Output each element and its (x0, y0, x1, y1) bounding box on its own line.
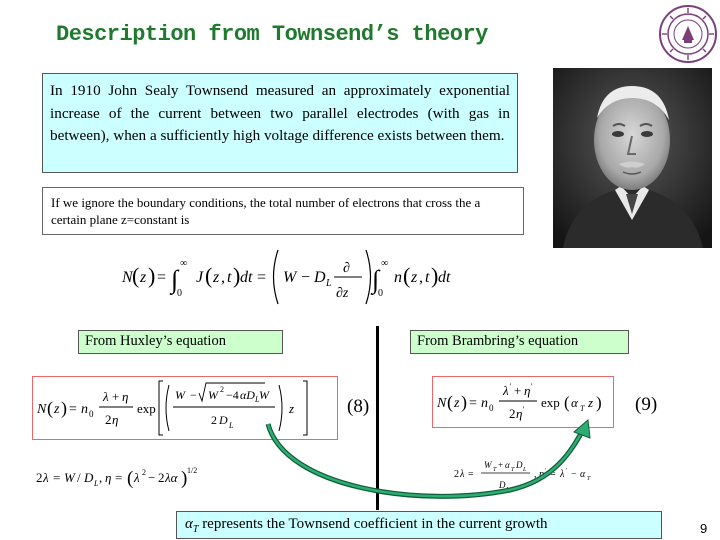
svg-text:t: t (425, 269, 430, 286)
svg-text:T: T (493, 467, 497, 473)
svg-text:W: W (283, 269, 297, 286)
bottom-note-text: represents the Townsend coefficient in the current growth (198, 516, 548, 532)
svg-text:z: z (289, 401, 295, 416)
svg-text:z: z (411, 269, 418, 286)
svg-text:': ' (523, 405, 525, 414)
svg-text:': ' (545, 468, 547, 474)
svg-text:N: N (122, 269, 133, 286)
svg-text:=: = (69, 402, 77, 417)
svg-text:=: = (115, 470, 123, 485)
huxley-label: From Huxley’s equation (78, 330, 283, 354)
svg-text:=: = (157, 269, 167, 286)
svg-text:L: L (229, 421, 234, 430)
equation-8-number: (8) (347, 396, 370, 417)
svg-text:2: 2 (105, 412, 112, 427)
svg-text:−4: −4 (226, 388, 239, 402)
svg-text:J: J (196, 269, 204, 286)
svg-text:exp: exp (137, 401, 156, 416)
svg-text:λ: λ (134, 470, 140, 485)
page-number: 9 (700, 521, 708, 536)
svg-text:z: z (213, 269, 220, 286)
svg-text:W: W (64, 470, 75, 485)
svg-text:2: 2 (454, 469, 459, 480)
svg-text:): ) (461, 392, 467, 412)
svg-text:η: η (105, 470, 112, 485)
svg-text:dt: dt (240, 269, 253, 286)
svg-text:': ' (510, 382, 512, 391)
portrait-photo (553, 68, 712, 248)
svg-text:(: ( (132, 263, 140, 288)
svg-text:η: η (122, 389, 129, 404)
column-divider (376, 326, 379, 510)
svg-text:=: = (257, 269, 267, 286)
svg-text:): ) (431, 263, 439, 288)
svg-text:2: 2 (220, 385, 224, 394)
svg-text:∫: ∫ (171, 265, 179, 294)
svg-text:0: 0 (489, 403, 494, 413)
svg-text:(: ( (564, 393, 570, 412)
svg-text:αD: αD (240, 388, 255, 402)
svg-text:z: z (140, 269, 147, 286)
equation-9-number: (9) (635, 394, 658, 415)
svg-text:2: 2 (142, 468, 146, 477)
svg-text:W: W (175, 388, 185, 402)
equation-8-box (32, 376, 338, 440)
alpha-symbol: α (185, 516, 193, 532)
svg-text:z: z (54, 402, 60, 417)
svg-text:W: W (484, 460, 492, 470)
svg-text:L: L (506, 487, 510, 493)
svg-text:N: N (437, 396, 447, 411)
svg-text:=: = (469, 396, 477, 411)
svg-text:2: 2 (211, 413, 217, 427)
svg-text:α: α (580, 469, 586, 480)
intro-textbox: In 1910 John Sealy Townsend measured an approximately exponential increase of the current between two parallel electrodes (with gas in between), when a sufficiently high voltage difference exists between them. (42, 73, 518, 173)
university-seal-icon (658, 4, 718, 64)
svg-text:D: D (314, 269, 326, 286)
svg-text:,: , (221, 269, 225, 286)
svg-text:N: N (37, 402, 47, 417)
svg-text:D: D (219, 413, 228, 427)
svg-text:W: W (208, 388, 218, 402)
svg-text:∂z: ∂z (336, 286, 349, 301)
svg-text:D: D (516, 460, 523, 470)
svg-text:n: n (81, 402, 88, 417)
svg-text:T: T (511, 467, 515, 473)
svg-text:L: L (94, 479, 99, 488)
svg-text:∂: ∂ (343, 261, 350, 276)
svg-text:,: , (534, 469, 537, 480)
svg-text:λ: λ (103, 389, 109, 404)
svg-text:−: − (190, 388, 197, 402)
svg-text:dt: dt (438, 269, 451, 286)
brambring-relation (452, 455, 642, 500)
svg-text:=: = (53, 470, 61, 485)
svg-text:(: ( (205, 263, 213, 288)
svg-text:z: z (588, 395, 594, 410)
svg-text:α: α (505, 460, 510, 470)
svg-text:(: ( (447, 392, 453, 412)
svg-text:+: + (498, 460, 504, 470)
svg-text:n: n (481, 396, 488, 411)
svg-text:λ: λ (503, 383, 509, 398)
svg-text:T: T (580, 404, 585, 413)
svg-text:0: 0 (177, 288, 182, 299)
main-equation (118, 246, 458, 315)
svg-text:η: η (539, 469, 544, 480)
svg-text:−: − (148, 470, 156, 485)
svg-text:(: ( (47, 398, 53, 418)
svg-text:z: z (454, 396, 460, 411)
svg-text:L: L (326, 278, 332, 289)
svg-text:': ' (531, 382, 533, 391)
svg-text:,: , (419, 269, 423, 286)
svg-text:2: 2 (36, 470, 43, 485)
svg-text:(: ( (127, 468, 134, 489)
svg-text:−: − (571, 469, 577, 480)
svg-text:0: 0 (89, 409, 94, 419)
svg-text:n: n (394, 269, 402, 286)
svg-text:exp: exp (541, 395, 560, 410)
equation-9-box (432, 376, 614, 428)
svg-text:(: ( (403, 263, 411, 288)
svg-text:): ) (148, 263, 156, 288)
svg-text:∞: ∞ (381, 258, 389, 269)
svg-text:/: / (77, 470, 81, 485)
svg-text:): ) (181, 468, 188, 489)
svg-text:α: α (571, 395, 578, 410)
svg-text:η: η (112, 412, 119, 427)
huxley-relation (34, 462, 254, 497)
bottom-note-box (176, 511, 662, 539)
svg-text:0: 0 (378, 288, 383, 299)
svg-text:∞: ∞ (180, 258, 188, 269)
svg-text:D: D (84, 470, 94, 485)
svg-text:L: L (255, 395, 260, 404)
alpha-subscript: T (192, 524, 199, 535)
svg-text:1/2: 1/2 (187, 466, 198, 475)
svg-text:): ) (596, 393, 602, 412)
svg-text:T: T (587, 476, 591, 482)
svg-text:': ' (566, 468, 568, 474)
svg-text:,: , (99, 470, 103, 485)
svg-text:=: = (468, 469, 474, 480)
svg-text:−: − (301, 269, 311, 286)
svg-text:t: t (227, 269, 232, 286)
svg-text:): ) (61, 398, 67, 418)
slide-title: Description from Townsend’s theory (56, 22, 488, 47)
svg-text:λ: λ (43, 470, 49, 485)
svg-text:η: η (516, 406, 523, 421)
svg-text:+: + (514, 383, 522, 398)
svg-text:=: = (550, 469, 556, 480)
svg-text:+: + (112, 389, 120, 404)
svg-text:): ) (233, 263, 241, 288)
brambring-label: From Brambring’s equation (410, 330, 629, 354)
svg-text:η: η (524, 383, 531, 398)
svg-text:D: D (499, 480, 506, 490)
svg-text:λ: λ (560, 469, 565, 480)
svg-text:λ: λ (460, 469, 465, 480)
svg-text:∫: ∫ (372, 265, 380, 294)
svg-text:L: L (523, 467, 527, 473)
svg-text:2: 2 (158, 470, 165, 485)
svg-text:W: W (259, 388, 269, 402)
svg-text:2: 2 (509, 406, 516, 421)
svg-text:λα: λα (165, 470, 178, 485)
boundary-textbox: If we ignore the boundary conditions, the total number of electrons that cross the a certain plane z=constant is (42, 187, 524, 235)
